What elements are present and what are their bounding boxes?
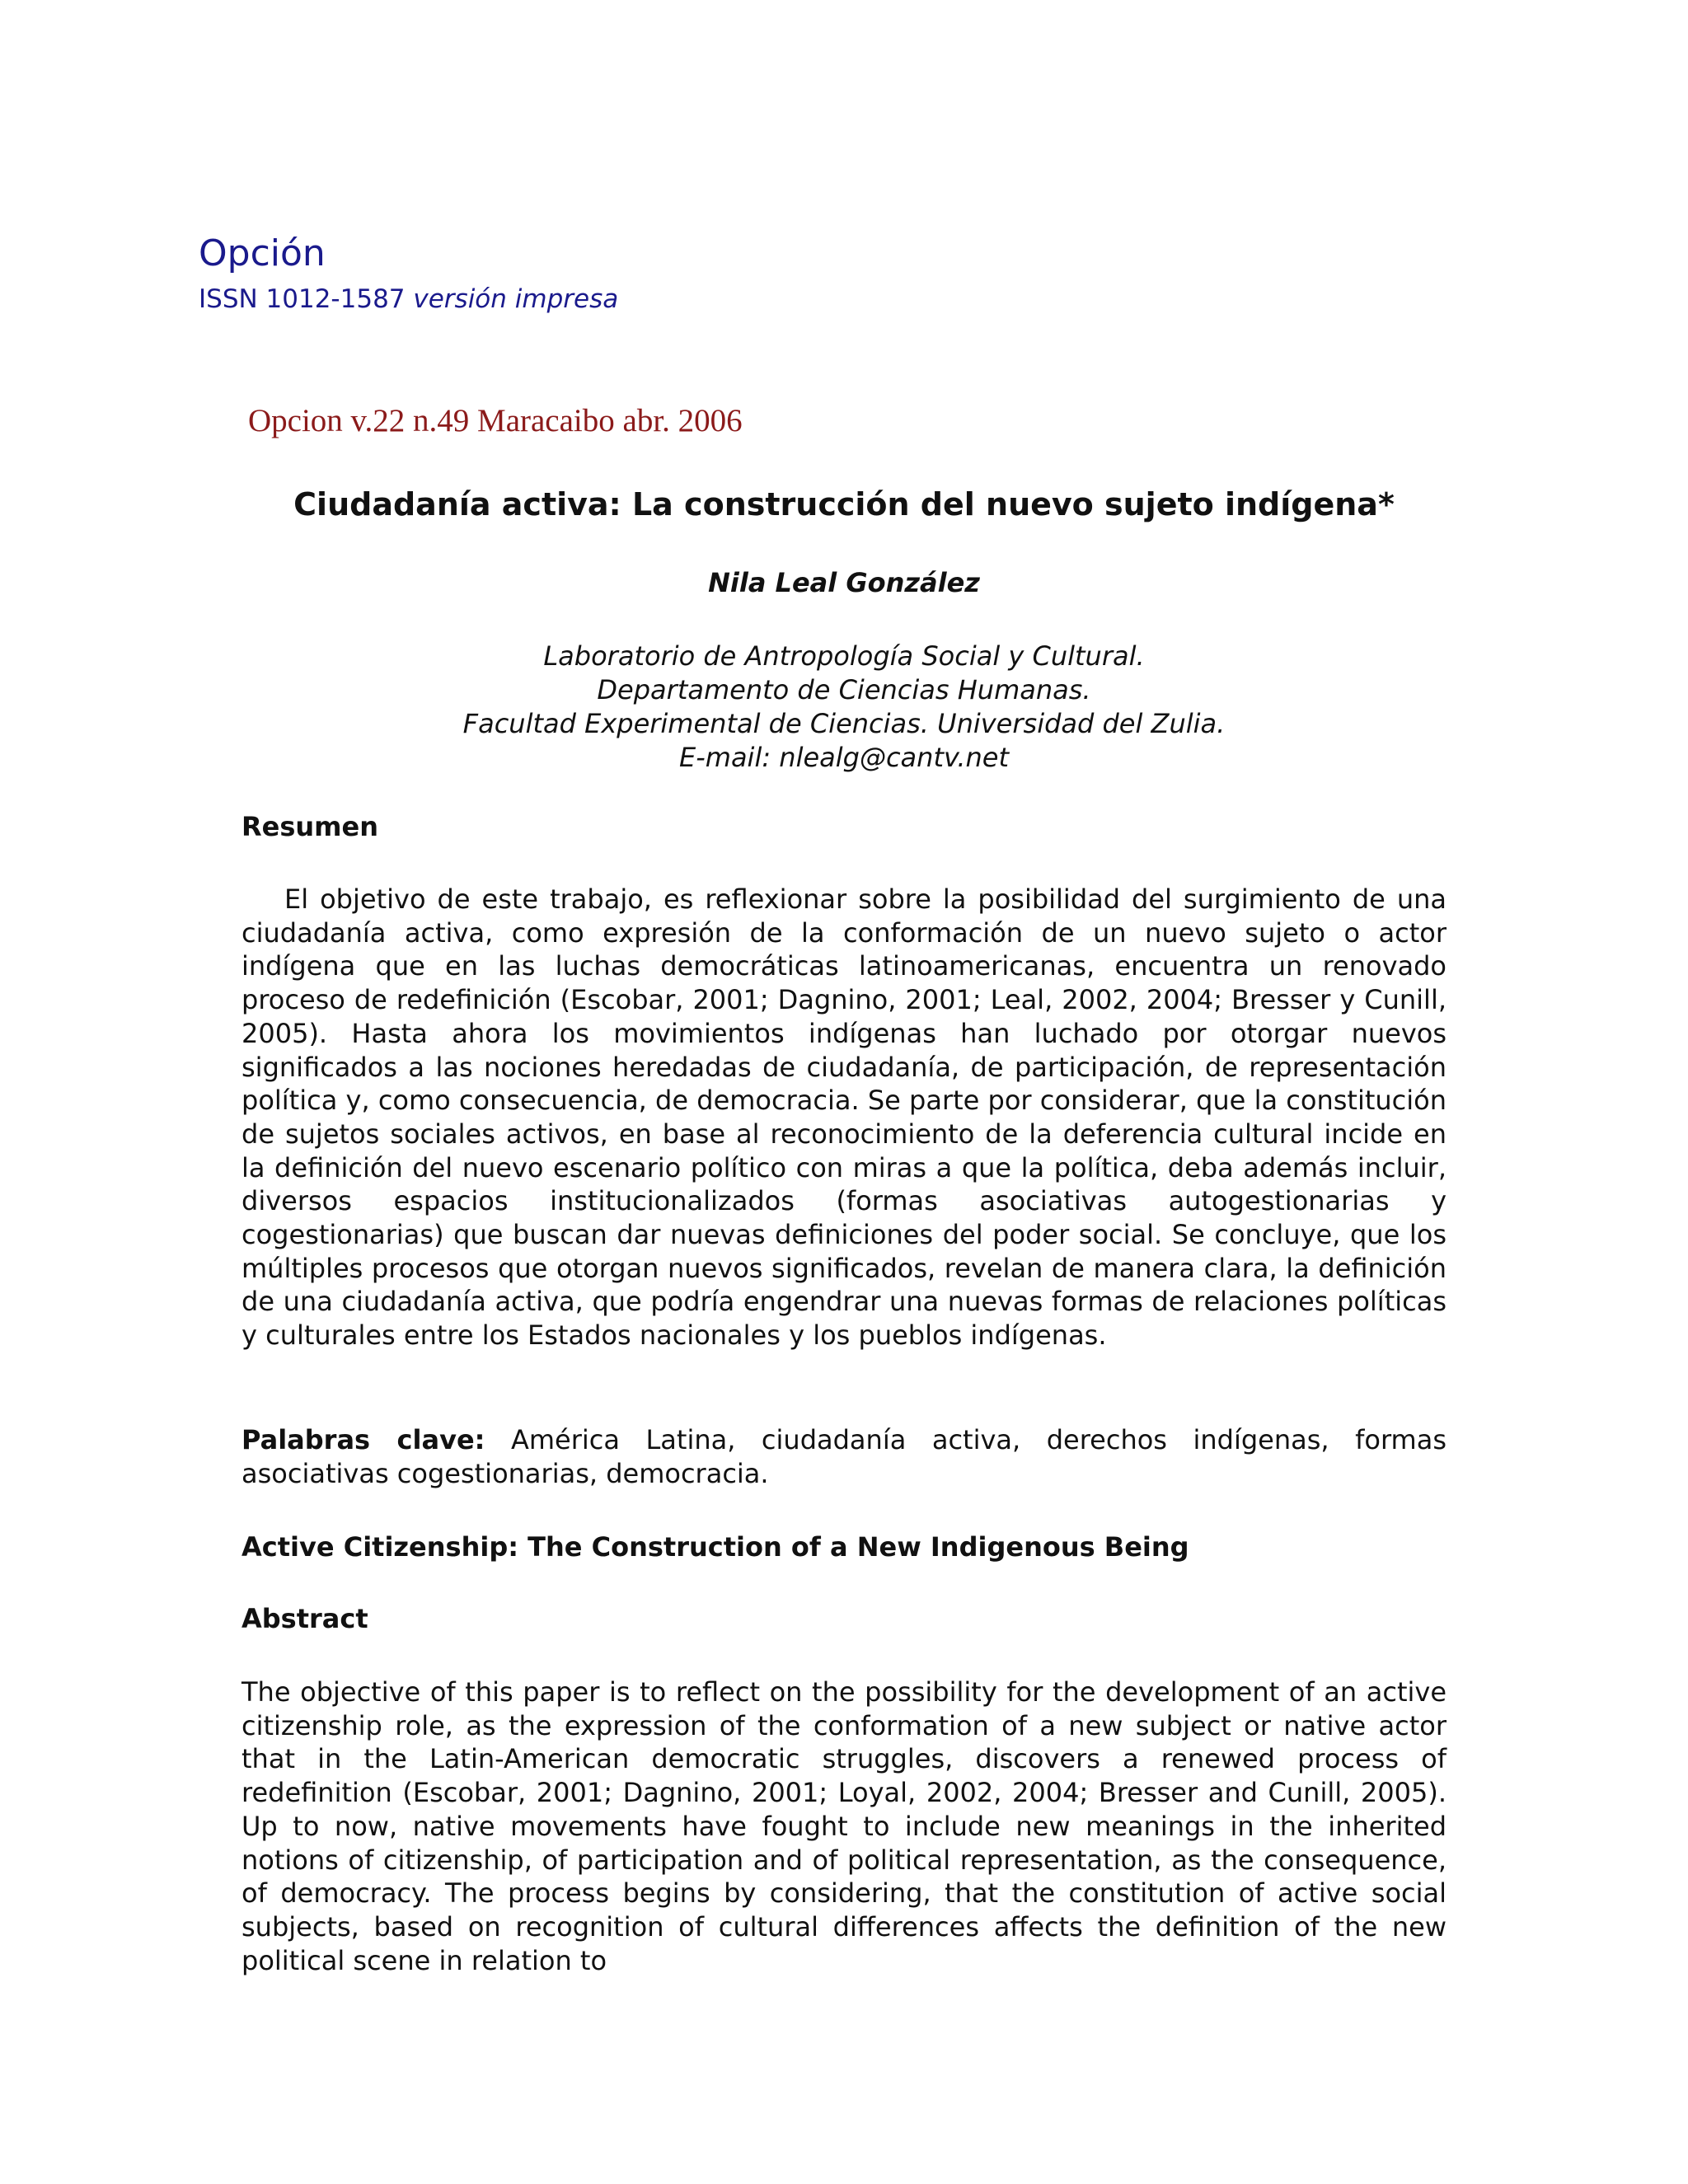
issn-number: ISSN 1012-1587 bbox=[199, 284, 406, 314]
abstract-paragraph: The objective of this paper is to reflect on the possibility for the development of an active citizenship role, as the expression of the conformation of a new subject or native actor that in the Latin-American democratic struggles, discovers a renewed process of redefinition (Escobar, 2001; Dagnino, 2001; Loyal, 2002, 2004; Bresser and Cunill, 2005). Up to now, native movements have fought to include new meanings in the inherited notions of citizenship, of participation and of political representation, as the consequence, of democracy. The process begins by considering, that the constitution of active social subjects, based on recognition of cultural differences affects the definition of the new political scene in relation to bbox=[241, 1676, 1447, 1976]
affiliation bbox=[0, 640, 1688, 775]
journal-name: Opción bbox=[199, 232, 326, 274]
abstract-heading: Abstract bbox=[241, 1603, 368, 1634]
affiliation-email: E-mail: nlealg@cantv.net bbox=[679, 742, 1009, 773]
affiliation-line: Laboratorio de Antropología Social y Cultural. bbox=[543, 640, 1145, 672]
article-title: Ciudadanía activa: La construcción del nuevo sujeto indígena* bbox=[293, 486, 1395, 523]
affiliation-line: Departamento de Ciencias Humanas. bbox=[597, 674, 1091, 705]
keywords-label: Palabras clave: bbox=[241, 1424, 485, 1455]
issn-line bbox=[199, 285, 618, 313]
english-title: Active Citizenship: The Construction of a New Indigenous Being bbox=[241, 1531, 1189, 1563]
citation: Opcion v.22 n.49 Maracaibo abr. 2006 bbox=[248, 403, 743, 438]
affiliation-line: Facultad Experimental de Ciencias. Universidad del Zulia. bbox=[462, 708, 1226, 739]
author-name: Nila Leal González bbox=[708, 567, 980, 598]
resumen-paragraph: El objetivo de este trabajo, es reflexionar sobre la posibilidad del surgimiento de una ciudadanía activa, como expresión de la conformación de un nuevo sujeto o actor indígena que en las luchas democráticas latinoamericanas, encuentra un renovado proceso de redefinición (Escobar, 2001; Dagnino, 2001; Leal, 2002, 2004; Bresser y Cunill, 2005). Hasta ahora los movimientos indígenas han luchado por otorgar nuevos significados a las nociones heredadas de ciudadanía, de participación, de representación política y, como consecuencia, de democracia. Se parte por considerar, que la constitución de sujetos sociales activos, en base al reconocimiento de la deferencia cultural incide en la definición del nuevo escenario político con miras a que la política, deba además incluir, diversos espacios institucionalizados (formas asociativas autogestionarias y cogestionarias) que buscan dar nuevas definiciones del poder social. Se concluye, que los múltiples procesos que otorgan nuevos significados, revelan de manera clara, la definición de una ciudadanía activa, que podría engendrar una nuevas formas de relaciones políticas y culturales entre los Estados nacionales y los pueblos indígenas. bbox=[241, 883, 1447, 1352]
keywords-text: América Latina, ciudadanía activa, derechos indígenas, formas asociativas cogestionarias, democracia. bbox=[241, 1424, 1447, 1489]
keywords-paragraph bbox=[241, 1423, 1447, 1490]
resumen-heading: Resumen bbox=[241, 811, 378, 842]
issn-version: versión impresa bbox=[413, 284, 619, 314]
